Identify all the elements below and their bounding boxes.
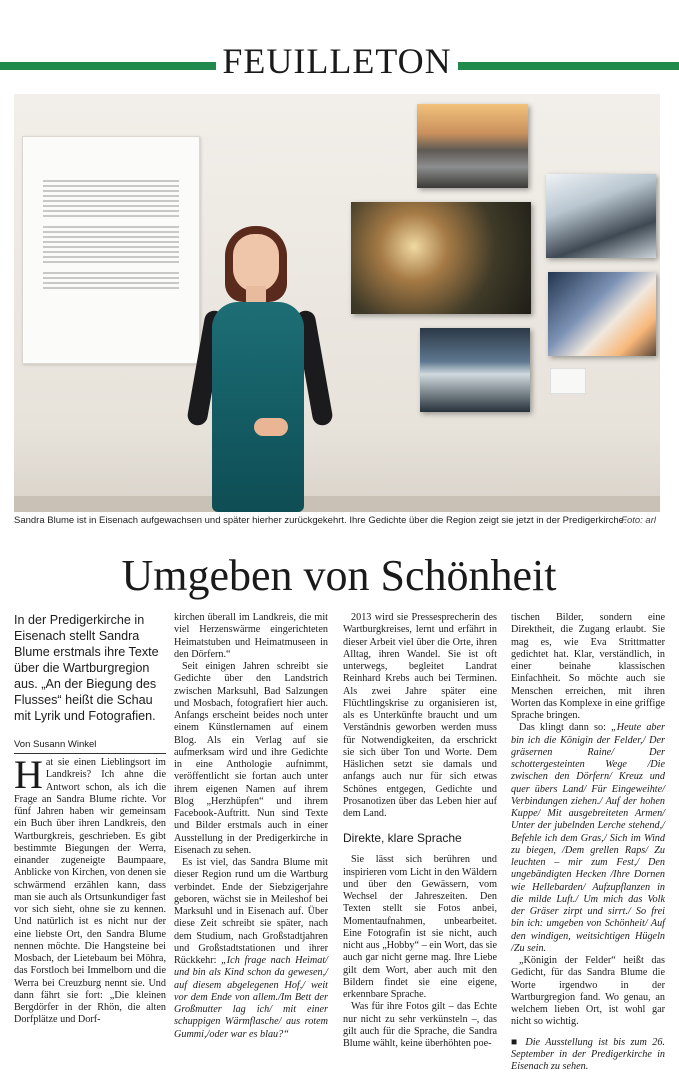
col3-paragraph-3: Was für ihre Fotos gilt – das Echte nur nicht zu sehr verkünsteln –, das gilt auch für die Sprache, die Sandra Blume wählt, keine überhöhten poe-: [343, 1001, 497, 1050]
header-rule-left: [0, 62, 216, 70]
col4-paragraph-1: tischen Bilder, sondern eine Direktheit, die Zugang erlaubt. Sie mag es, wie Eva Strittmatter gedichtet hat. Klar, verständlich, in einer beinahe klassischen Einfachheit. So möchte auch sie Menschen erreichen, mit ihren Worten das Komplexe in eine griffige Sprache bringen.: [511, 612, 665, 722]
exhibit-label-card: [550, 368, 586, 394]
col3-paragraph-1: 2013 wird sie Pressesprecherin des Wartburgkreises, lernt und erfährt in dieser Arbeit viel über die Orte, ihren Alltag, ihren Wandel. Sie ist oft unterwegs, begleitet Landrat Reinhard Krebs auch bei Terminen. Als zwei Jahre später eine Flüchtlingskrise zu organisieren ist, als es Unterkünfte braucht und um Verständnis geworben werden muss für Notwendigkeiten, da erschrickt sie sich über Ton und Worte. Dem Häslichen setzt sie damals und anfangs auch nur für sich etwas Schönes entgegen, Gedichte und Prosanotizen über das Leben hier auf dem Land.: [343, 612, 497, 820]
col1-text: at sie einen Lieblingsort im Landkreis? Ich ahne die Antwort schon, als ich die Frage an Sandra Blume richte. Vor fünf Jahren haben wir gemeinsam ein Buch über ihren Landkreis, den Wartburgkreis, geschrieben. Es gibt bestimmte Biegungen der Werra, einander zugeneigte Baumpaare, Anblicke von Kirchen, von denen sie schwärmend erzählen kann, dass man sie auch als Ortsunkundiger fast vor sich sieht, ohne sie zu kennen. Und natürlich ist es nicht nur der eine liebste Ort, den Sandra Blume nennen möchte. Die Hangsteine bei Mosbach, der Lietebaum bei Möhra, das Forstloch bei Immelborn und die Werra bei Creuzburg nennt sie. Und dann fährt sie fort: „Die kleinen Bergdörfer in der Rhön, die alten Dorfplätze und Dorf-: [14, 757, 166, 1025]
article-headline: Umgeben von Schönheit: [14, 550, 664, 602]
col4-poem-quote: „Heute aber bin ich die Königin der Felder,/ Der gräsernen Raine/ Der schottergesteinten Wege /Die zwischen den Dörfern/ Kreuz und quer übers Land/ Für Eingeweihte/ Verbindungen ziehen./ Auf der hohen Kuppe/ Mit ausgebreiteten Armen/ Unter der jubelnden Lerche stehend,/ Befehle ich dem Gras,/ Sich im Wind zu biegen, /Dem grellen Raps/ Zu leuchten – mir zum Fest,/ Den ungebändigten Hecken /Ihre Dornen wie Hellebarden/ Aufzupflanzen in die milde Luft./ Um mich das Volk der Gräser zirpt und sirrt./ So frei bin ich: umgeben von Schönheit/ Auf den windigen, weitsichtigen Hügeln /Zu sein.: [511, 722, 665, 954]
dropcap: H: [14, 758, 43, 792]
landscape-photo-winter-river: [548, 272, 656, 356]
photo-caption: [14, 515, 660, 526]
poem-poster: [22, 136, 200, 364]
landscape-photo-snowy-stream: [546, 174, 656, 258]
article-photo: [14, 94, 660, 512]
portrait-figure: [186, 222, 352, 512]
section-title: FEUILLETON: [216, 40, 458, 82]
header-rule-right: [458, 62, 679, 70]
photo-credit: Foto: arl: [621, 515, 656, 526]
col3-paragraph-2: Sie lässt sich berühren und inspirieren vom Licht in den Wäldern und über den Gewässern, vom Wechsel der Jahreszeiten. Den Texten stellt sie Fotos anbei, Momentaufnahmen, unbearbeitet. Eine Fotografin ist sie nicht, auch nicht aus „Hobby“ – ein Wort, das sie auch gar nicht gerne mag. Ihre Liebe gilt dem Wort, aber auch mit den Bildern findet sie eine eigene, erkennbare Sprache.: [343, 854, 497, 1001]
landscape-photo-sunset-lake: [417, 104, 528, 188]
article-column-4: [511, 612, 665, 1073]
col2-paragraph-1: kirchen überall im Landkreis, die mit viel Herzenswärme eingerichteten Heimatstuben und Heimatmuseen in den Dörfern.“: [174, 612, 328, 661]
article-column-2: [174, 612, 328, 1041]
landscape-photo-river-trees: [351, 202, 531, 314]
col2-paragraph-2: Seit einigen Jahren schreibt sie Gedichte über den Landstrich zwischen Marksuhl, Bad Salzungen und Mosbach, fotografiert hier auch. Anfangs erscheint beides noch unter einem Künstlernamen auf einem Blog. Als ein Verlag auf sie aufmerksam wird und ihre Gedichte in eine Anthologie aufnimmt, veröffentlicht sie fortan auch unter ihrem eigenen Namen auf ihrem Blog „Herzhüpfen“ und ihrem Facebook-Auftritt. Nun sind Texte und Bilder erstmals auch in einer Ausstellung in der Predigerkirche in Eisenach zu sehen.: [174, 661, 328, 857]
photo-caption-text: Sandra Blume ist in Eisenach aufgewachsen und später hierher zurückgekehrt. Ihre Gedichte über die Region zeigt sie jetzt in der Predigerkirche.: [14, 515, 627, 526]
article-lead: In der Predigerkirche in Eisenach stellt Sandra Blume erstmals ihre Texte über die Wartburgregion aus. „An der Biegung des Flusses“ heißt die Schau mit Lyrik und Fotografien.: [14, 612, 166, 724]
article-column-1: [14, 757, 166, 1027]
landscape-photo-dusk-water: [420, 328, 530, 412]
col4-paragraph-2: Das klingt dann so:: [519, 722, 611, 733]
col2-paragraph-3: Es ist viel, das Sandra Blume mit dieser Region rund um die Wartburg verbindet. Ende der Siebzigerjahre geboren, wächst sie in Meileshof bei Marksuhl und in Eisenach auf. Über diese Zeit schreibt sie später, nach dem Studium, nach Großstadtjahren und Großstadtstationen und ihrer Rückkehr:: [174, 857, 328, 966]
article-byline: Von Susann Winkel: [14, 739, 166, 754]
exhibition-note: ■ Die Ausstellung ist bis zum 26. September in der Predigerkirche in Eisenach zu sehen.: [511, 1037, 665, 1073]
col2-poem-quote: „Ich frage nach Heimat/ und bin als Kind schon da gewesen,/ auf diesem abgelegenen Hof,/ weit vor dem Ende von allem./Im Bett der Großmutter lag ich/ mit einer schuppigen Wärmflasche/ aus rotem Gummi,/oder war es blau?“: [174, 955, 328, 1040]
col4-paragraph-3: „Königin der Felder“ heißt das Gedicht, für das Sandra Blume die Worte irgendwo in der Wartburgregion fand. Wo genau, an welchem lieben Ort, ist wohl gar nicht so wichtig.: [511, 955, 665, 1029]
col3-subheading: Direkte, klare Sprache: [343, 830, 497, 846]
article-column-3: [343, 612, 497, 1050]
